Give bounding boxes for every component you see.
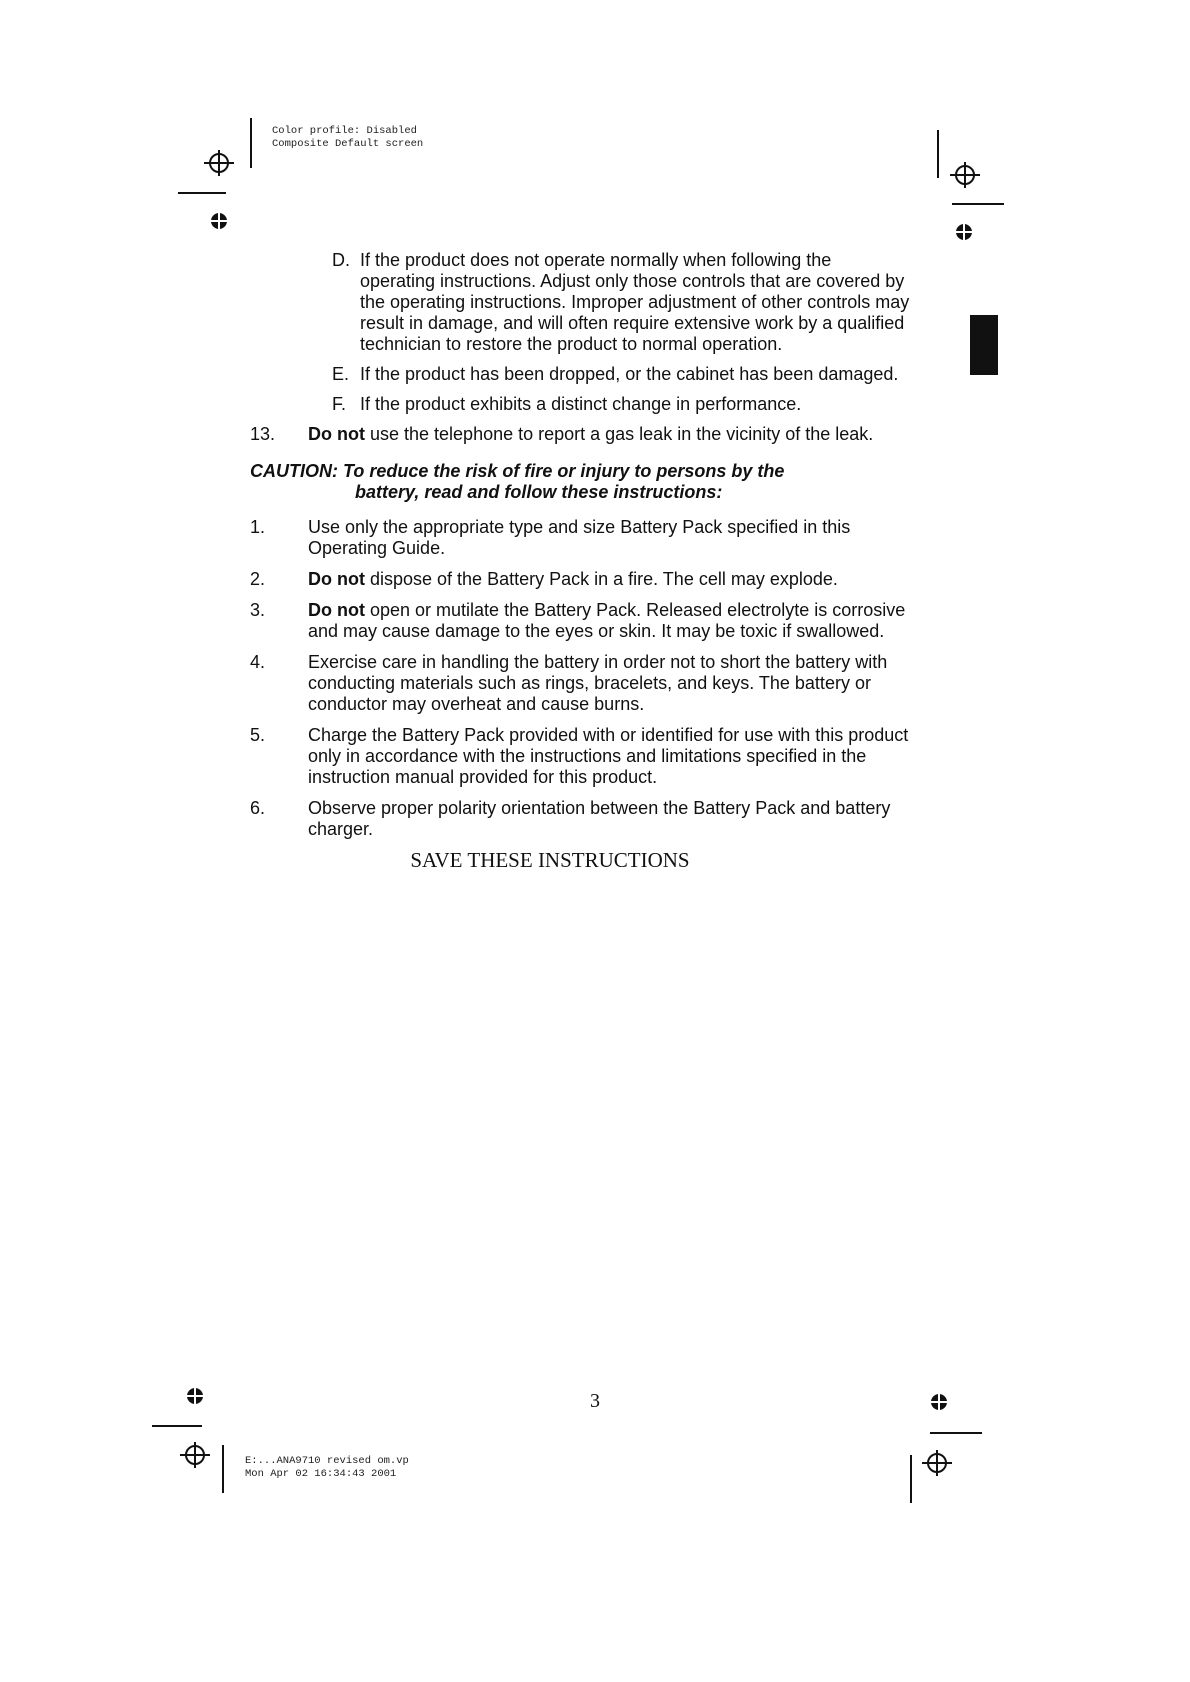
item-label: 3.: [250, 600, 266, 620]
caution-label: CAUTION:: [250, 461, 338, 481]
list-item: [250, 424, 910, 445]
list-item: [332, 364, 910, 385]
page-number: 3: [590, 1390, 600, 1412]
sub-items: [250, 250, 910, 415]
item-emphasis: Do not: [308, 424, 365, 444]
crosshair-icon: [950, 160, 980, 190]
list-item: [250, 725, 910, 788]
item-label: 4.: [250, 652, 266, 672]
header-slug-rule: [250, 118, 252, 168]
instructions-content: [250, 250, 910, 871]
list-item: [250, 569, 910, 590]
item-label: F.: [332, 394, 347, 414]
item-emphasis: Do not: [308, 569, 365, 589]
list-item: [250, 652, 910, 715]
crop-mark-rule: [178, 192, 226, 194]
composite-text: Composite Default screen: [272, 138, 424, 150]
item-text: use the telephone to report a gas leak in the vicinity of the leak.: [364, 424, 874, 444]
item-text: dispose of the Battery Pack in a fire. The cell may explode.: [364, 569, 838, 589]
footer-slug-rule: [222, 1445, 224, 1493]
caution-line-2: battery, read and follow these instructions:: [355, 482, 723, 502]
crop-mark-vertical: [910, 1455, 912, 1503]
list-item: [250, 600, 910, 642]
item-label: E.: [332, 364, 350, 384]
item-text: open or mutilate the Battery Pack. Released electrolyte is corrosive and may cause damage to the eyes or skin. It may be toxic if swallowed.: [308, 600, 906, 641]
item-label: 5.: [250, 725, 266, 745]
save-instructions-heading: SAVE THESE INSTRUCTIONS: [410, 848, 690, 872]
item-label: 13.: [250, 424, 276, 444]
crop-mark-rule: [152, 1425, 202, 1427]
item-text: Exercise care in handling the battery in order not to short the battery with conducting materials such as rings, bracelets, and keys. The battery or conductor may overheat and cause burns.: [308, 652, 888, 714]
section-tab-marker: [970, 315, 998, 375]
color-profile-text: Color profile: Disabled: [272, 125, 417, 137]
file-path-text: E:...ANA9710 revised om.vp: [245, 1455, 409, 1467]
item-text: If the product does not operate normally when following the operating instructions. Adjust only those controls that are covered by the operating instructions. Improper adjustment of other controls may result in damage, and will often require extensive work by a qualified technician to restore the product to normal operation.: [360, 250, 910, 354]
list-item: [250, 798, 910, 840]
item-text: Charge the Battery Pack provided with or identified for use with this product only in accordance with the instructions and limitations specified in the instruction manual provided for this product.: [308, 725, 909, 787]
registration-dot-icon: [186, 1387, 204, 1405]
registration-dot-icon: [210, 212, 228, 230]
item-label: 2.: [250, 569, 266, 589]
registration-dot-icon: [930, 1393, 948, 1411]
item-emphasis: Do not: [308, 600, 365, 620]
registration-dot-icon: [955, 223, 973, 241]
item-text: If the product has been dropped, or the cabinet has been damaged.: [360, 364, 899, 384]
crop-mark-rule: [952, 203, 1004, 205]
crop-mark-rule: [930, 1432, 982, 1434]
item-text: Use only the appropriate type and size Battery Pack specified in this Operating Guide.: [308, 517, 851, 558]
crosshair-icon: [180, 1440, 210, 1470]
item-label: 1.: [250, 517, 266, 537]
item-label: 6.: [250, 798, 266, 818]
crop-mark-vertical: [937, 130, 939, 178]
list-item: [250, 517, 910, 559]
caution-line-1: To reduce the risk of fire or injury to persons by the: [343, 461, 785, 481]
caution-heading: [250, 461, 910, 503]
footer-slug: [245, 1455, 409, 1481]
timestamp-text: Mon Apr 02 16:34:43 2001: [245, 1468, 397, 1480]
item-label: D.: [332, 250, 350, 270]
header-slug: [272, 125, 423, 151]
list-item: [332, 394, 910, 415]
item-text: If the product exhibits a distinct change in performance.: [360, 394, 802, 414]
item-text: Observe proper polarity orientation between the Battery Pack and battery charger.: [308, 798, 891, 839]
list-item: [332, 250, 910, 355]
crosshair-icon: [922, 1448, 952, 1478]
crosshair-icon: [204, 148, 234, 178]
